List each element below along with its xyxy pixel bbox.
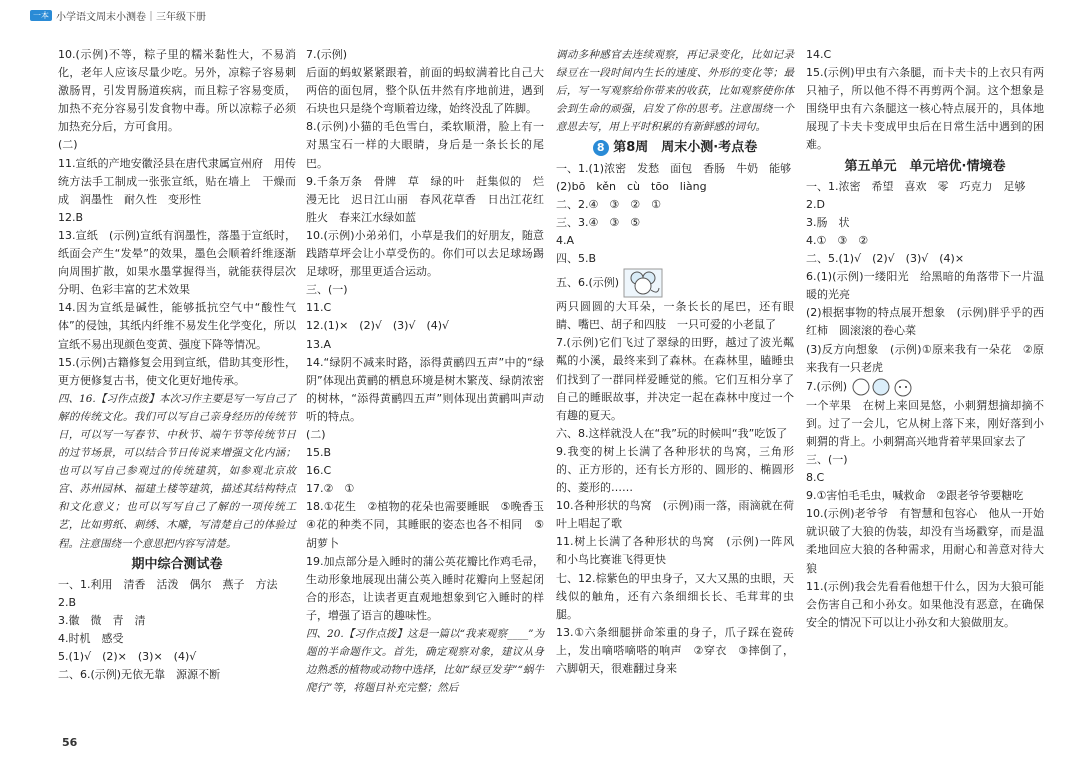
answer-item: 12.(1)× (2)√ (3)√ (4)√ (306, 319, 450, 333)
writing-tip-continued: 调动多种感官去连续观察，再记录变化，比如记录绿豆在一段时间内生长的速度、外形的变化等；最后，写一写观察给你带来的收获，比如观察使你体会到生命的顽强，启发了你的思考。注意围绕一个意思去写，用上平时积累的有新鲜感的词句。 (556, 49, 794, 134)
answer-item: 3.徽 微 青 清 (58, 613, 146, 627)
answer-item: 14.C (806, 48, 832, 61)
answer-item: 11.树上长满了各种形状的鸟窝 (示例)一阵风 和小鸟比赛谁飞得更快 (556, 535, 805, 567)
answer-item: (2)bō kěn cù tōo liàng (556, 179, 707, 193)
header-title: 小学语文周末小测卷｜三年级下册 (56, 11, 206, 23)
section-title-unit: 第五单元 单元培优·情境卷 (844, 158, 1006, 174)
answer-item: 二、2.④ ③ ② ① (556, 197, 661, 211)
answer-item: 15.B (306, 446, 332, 460)
page-number-text: 56 (62, 736, 78, 749)
answer-item: 14.因为宣纸是碱性，能够抵抗空气中“酸性气体”的侵蚀，其纸内纤维不易发生化学变化，所以宣纸不易出现颜色变黄、强度下降等情况。 (58, 301, 296, 351)
answer-item: 七、12.棕紫色的甲虫身子，又大又黑的虫眼，天线似的触角，还有六条细细长长、毛茸茸的虫腿。 (556, 571, 794, 621)
answer-item: 三、3.④ ③ ⑤ (556, 215, 641, 229)
answer-item: 4.① ③ ② (806, 233, 869, 247)
answer-item: 后面的蚂蚁紧紧跟着，前面的蚂蚁满着比自己大两倍的面包屑，整个队伍井然有序地前进，遇到石块也只是绕个弯顺着边缘，始终没乱了阵脚。 (306, 66, 544, 116)
answer-item: 二、6.(示例)无依无靠 源源不断 (58, 668, 221, 682)
series-logo: 一本 (30, 10, 52, 21)
answer-item: 13.①六条细腿拼命笨重的身子，爪子踩在瓷砖上，发出嘀嗒嘀嗒的响声 ②穿衣 ③摔倒了，六脚朝天，很难翻过身来 (556, 625, 794, 675)
answer-item: 二、5.(1)√ (2)√ (3)√ (4)× (806, 252, 965, 266)
answer-item: 9.我变的树上长满了各种形状的鸟窝，三角形的、正方形的，还有长方形的、圆形的、椭圆形的、菱形的…… (556, 444, 794, 495)
answer-item: 12.B (58, 210, 84, 224)
answer-item: 4.时机 感受 (58, 632, 124, 645)
answer-item: 10.各种形状的鸟窝 (示例)雨一落，雨滴就在荷叶上唱起了歌 (556, 499, 794, 531)
answer-item: 6.(1)(示例)一缕阳光 给黑暗的角落带下一片温暖的光亮 (806, 270, 1044, 302)
answer-item: 10.(示例)老爷爷 有智慧和包容心 他从一开始就识破了大狼的伪装，却没有当场戳穿，而是温柔地回应大狼的各种需求，用耐心和善意对待大狼 (806, 507, 1044, 575)
answer-item: 17.② ① (306, 482, 355, 496)
section-label: 三、(一) (306, 283, 348, 297)
week-badge-icon: 8 (593, 140, 609, 156)
answer-item: (3)反方向想象 (示例)①原来我有一朵花 ②原来我有一只老虎 (806, 342, 1044, 374)
answer-item: 7.(示例)它们飞过了翠绿的田野，越过了波光粼粼的小溪，最终来到了森林。在森林里，瞌睡虫们找到了一群同样爱睡觉的熊。它们互相分享了自己的睡眠故事，并决定一起在森林中度过一个有趣的夏天。 (556, 336, 794, 422)
answer-item-with-picture: 7.(示例) (806, 377, 1044, 397)
answer-item: 六、8.这样就没人在“我”玩的时候叫“我”吃饭了 (556, 426, 788, 440)
mouse-drawing-icon (623, 268, 663, 298)
section-label: (二) (306, 427, 326, 441)
answer-item: 8.(示例)小猫的毛色雪白，柔软顺滑，脸上有一对黑宝石一样的大眼睛，身后是一条长长的尾巴。 (306, 120, 544, 170)
section-label: 三、(一) (806, 452, 848, 466)
answer-item: 13.宣纸 (示例)宣纸有润墨性，落墨于宣纸时，纸面会产生“发晕”的效果，墨色会顺着纤维逐渐向周围扩散，如果水墨掌握得当，就能获得层次分明、色彩丰富的艺术效果 (58, 228, 296, 297)
answer-item: 9.①害怕毛毛虫，喊救命 ②跟老爷爷要糖吃 (806, 489, 1024, 503)
answer-item: (2)根据事物的特点展开想象 (示例)胖乎乎的西红柿 圆滚滚的卷心菜 (806, 306, 1044, 338)
answer-item: 一个苹果 在树上来回晃悠，小刺猬想摘却摘不到。过了一会儿，它从树上落下来，刚好落到小刺猬的背上。小刺猬高兴地背着苹果回家去了 (806, 398, 1044, 448)
page-number (62, 736, 77, 749)
answer-item: 11.宣纸的产地安徽泾县在唐代隶属宣州府 用传统方法手工制成一张张宣纸，贴在墙上 干燥而成 润墨性 耐久性 变形性 (58, 156, 296, 206)
column-1 (58, 46, 296, 684)
column-2 (306, 46, 555, 697)
answer-item: 7.(示例) (306, 48, 348, 61)
answer-item: 一、1.利用 清香 活泼 偶尔 燕子 方法 (58, 577, 278, 591)
column-4 (806, 46, 1044, 632)
answer-item: 8.C (806, 471, 825, 485)
section-title-midterm: 期中综合测试卷 (131, 556, 223, 572)
answer-item: 14.“绿阴不减来时路，添得黄鹂四五声”中的“绿阴”体现出黄鹂的栖息环境是树木繁茂、绿荫浓密的树林，“添得黄鹂四五声”则体现出黄鹂叫声动听的特点。 (306, 355, 544, 423)
answer-item: 3.肠 状 (806, 215, 850, 229)
writing-tip: 四、16.【习作点拨】本次习作主要是写一写自己了解的传统文化。我们可以写自己亲身经历的传统节日，可以写一写春节、中秋节、端午节等传统节日的过节场景，可以结合节日传说来增强文化内涵；也可以写自己参观过的传统建筑，如参观北京故宫、苏州园林、福建土楼等建筑，描述其结构特点和文化意义；也可以写写自己了解的一项传统工艺，比如剪纸、刺绣、木雕，写清楚自己的体验过程。注意围绕一个意思把内容写清楚。 (58, 392, 296, 550)
section-title-week: 8 第8周 周末小测·考点卷 (556, 139, 794, 157)
answer-item: 5.(1)√ (2)× (3)× (4)√ (58, 650, 197, 664)
answer-item: 4.A (556, 233, 575, 247)
answer-item: 13.A (306, 337, 332, 351)
running-header (30, 8, 206, 22)
answer-item: 四、5.B (556, 252, 597, 266)
answer-item: 一、1.(1)浓密 发愁 面包 香肠 牛奶 能够 (556, 161, 792, 175)
answer-item: 9.千条万条 骨牌 草 绿的叶 赶集似的 烂漫无比 迟日江山丽 春风花草香 日出江花红胜火 春来江水绿如蓝 (306, 174, 544, 224)
answer-item-with-picture: 五、6.(示例) (556, 268, 794, 298)
column-3 (556, 46, 805, 678)
apple-hedgehog-drawing-icon (851, 377, 921, 397)
answer-item: 16.C (306, 464, 332, 478)
answer-item: 10.(示例)小弟弟们，小草是我们的好朋友，随意践踏草坪会让小草受伤的。你们可以去足球场踢足球呀，那里更适合运动。 (306, 228, 544, 279)
answer-item: 18.①花生 ②植物的花朵也需要睡眠 ⑤晚香玉 ④花的种类不同，其睡眠的姿态也各不相同 ⑤胡萝卜 (306, 500, 555, 550)
answer-item: 11.(示例)我会先看看他想干什么，因为大狼可能会伤害自己和小孙女。如果他没有恶意，在确保安全的情况下可以让小孙女和大狼做朋友。 (806, 579, 1044, 629)
answer-item: 19.加点部分是入睡时的蒲公英花瓣比作鸡毛帚，生动形象地展现出蒲公英入睡时花瓣向上竖起闭合的形态，让读者更直观地想象到它入睡时的样子，增强了语言的趣味性。 (306, 554, 544, 622)
answer-item: 15.(示例)甲虫有六条腿，而卡夫卡的上衣只有两只袖子，所以他不得不再剪两个洞。这个想象是围绕甲虫有六条腿这一核心特点展开的，具体地展现了卡夫卡变成甲虫后在日常生活中遇到的困难。 (806, 66, 1044, 152)
answer-item: 一、1.浓密 希望 喜欢 零 巧克力 足够 (806, 179, 1026, 193)
answer-item: 2.B (58, 595, 77, 609)
writing-tip: 四、20.【习作点拨】这是一篇以“我来观察____”为题的半命题作文。首先，确定观察对象，建议从身边熟悉的植物或动物中选择，比如“绿豆发芽”“蜗牛爬行”等，将题目补充完整；然后 (306, 628, 544, 695)
answer-item: 10.(示例)不等，粽子里的糯米黏性大，不易消化，老年人应该尽量少吃。另外，凉粽子容易刺激肠胃，引发胃肠道疾病，而且粽子容易变质，加热不充分容易引发食物中毒。所以凉粽子必须加热充分后，方可食用。 (58, 48, 296, 134)
answer-item: 两只圆圆的大耳朵，一条长长的尾巴，还有眼睛、嘴巴、胡子和四肢 一只可爱的小老鼠了 (556, 300, 794, 332)
section-label: (二) (58, 138, 78, 152)
answer-item: 2.D (806, 197, 825, 211)
answer-item: 11.C (306, 301, 332, 315)
answer-item: 15.(示例)古籍修复会用到宣纸，借助其变形性，更方便修复古书，使文化更好地传承。 (58, 355, 296, 387)
